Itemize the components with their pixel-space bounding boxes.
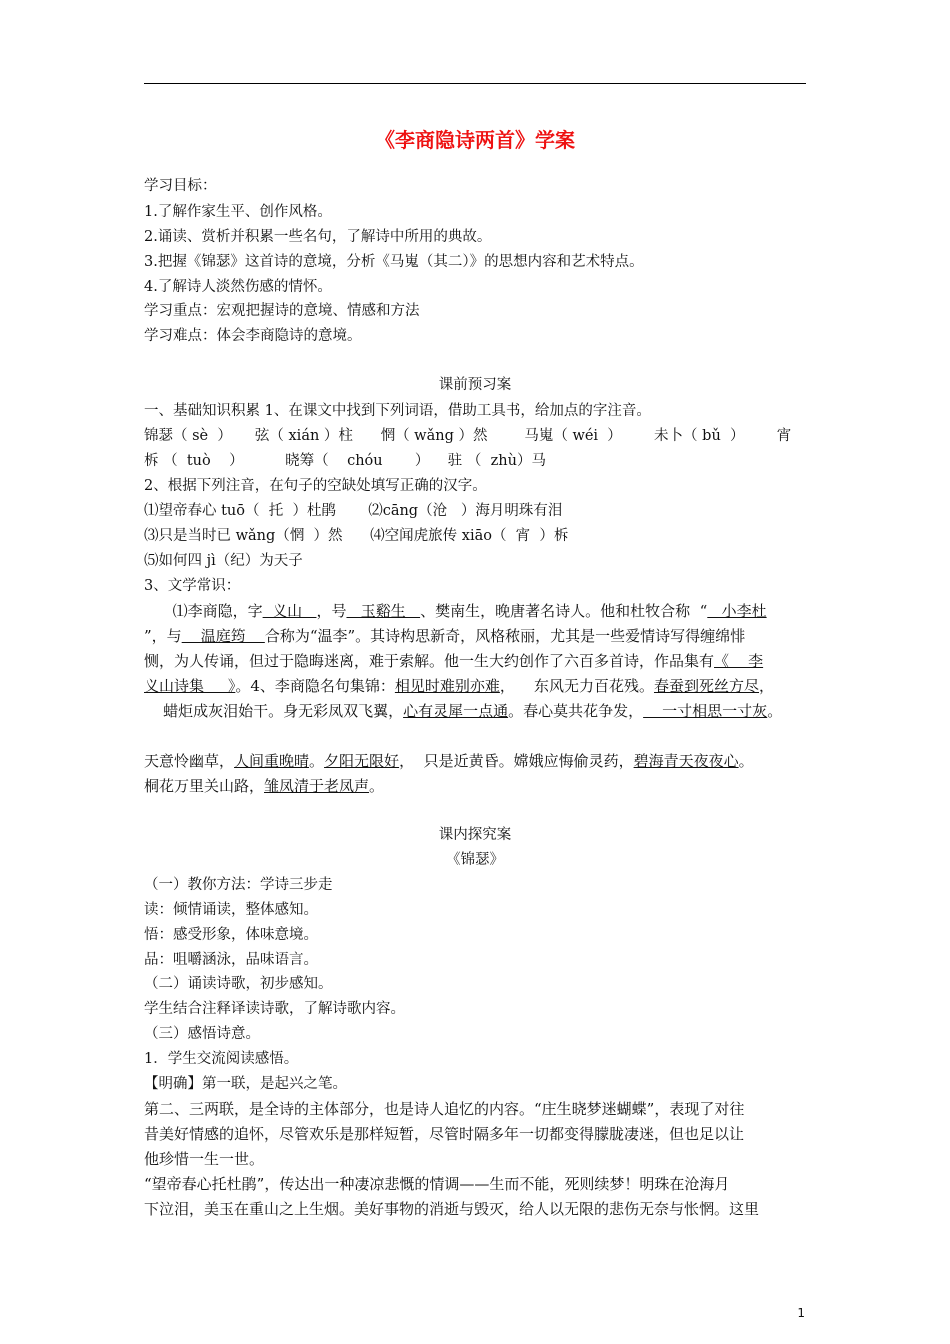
text-span: ，	[759, 677, 775, 695]
text-span: 。	[767, 702, 783, 720]
fill-line: ⑶只是当时已 wǎng（惘 ）然 ⑷空闻虎旅传 xiāo（ 宵 ）柝	[144, 528, 569, 544]
answer-collection: 《 李	[714, 652, 764, 670]
lit-paragraph-line	[144, 676, 774, 696]
inquiry-line: 1．学生交流阅读感悟。	[144, 1051, 299, 1067]
goal-item: 4.了解诗人淡然伤感的情怀。	[144, 279, 332, 295]
goal-item: 2.诵读、赏析并积累一些名句，了解诗中所用的典故。	[144, 229, 492, 245]
goals-heading: 学习目标：	[144, 178, 217, 194]
lit-paragraph-line	[144, 651, 763, 671]
lit-paragraph-line	[144, 751, 754, 771]
fill-line: ⑸如何四 jì（纪）为天子	[144, 553, 303, 569]
difficulty-point: 学习难点：体会李商隐诗的意境。	[144, 328, 362, 344]
text-span: 天意怜幽草，	[144, 752, 235, 770]
goal-item: 3.把握《锦瑟》这首诗的意境，分析《马嵬（其二）》的思想内容和艺术特点。	[144, 254, 644, 270]
inquiry-heading: 课内探究案	[438, 827, 512, 843]
answer-quote: 春蚕到死丝方尽	[653, 677, 759, 695]
text-span: 。	[738, 752, 754, 770]
inquiry-line: （三）感悟诗意。	[144, 1026, 260, 1042]
answer-quote: 夕阳无限好	[324, 752, 400, 770]
inquiry-line: 品：咀嚼涵泳，品味语言。	[144, 952, 318, 968]
text-span: ，号	[316, 602, 347, 620]
text-span: ”，与	[144, 627, 182, 645]
preview-q2: 2、根据下列注音，在句子的空缺处填写正确的汉字。	[144, 478, 487, 494]
page-number: 1	[797, 1306, 805, 1320]
text-span: 蜡炬成灰泪始干。身无彩凤双飞翼，	[144, 702, 404, 720]
answer-quote: 相见时难别亦难	[394, 677, 500, 695]
text-span: ， 只是近黄昏。嫦娥应悔偷灵药，	[399, 752, 634, 770]
text-span: 。	[369, 777, 385, 795]
inquiry-line: （二）诵读诗歌，初步感知。	[144, 976, 333, 992]
inquiry-line: （一）教你方法：学诗三步走	[144, 877, 333, 893]
inquiry-line: 读：倾情诵读，整体感知。	[144, 902, 318, 918]
lit-paragraph-line	[144, 701, 782, 721]
text-span: ， 东风无力百花残。	[499, 677, 654, 695]
inquiry-line: 学生结合注释译读诗歌，了解诗歌内容。	[144, 1001, 405, 1017]
answer-collection: 义山诗集 》	[144, 677, 236, 695]
goal-item: 1.了解作家生平、创作风格。	[144, 204, 332, 220]
text-span: 桐花万里关山路，	[144, 777, 265, 795]
lit-paragraph-line	[144, 601, 767, 621]
answer-quote: 雏凤清于老凤声	[264, 777, 370, 795]
text-span: 、樊南生，晚唐著名诗人。他和杜牧合称 “	[420, 602, 708, 620]
preview-heading: 课前预习案	[438, 377, 512, 393]
inquiry-line: 第二、三两联，是全诗的主体部分，也是诗人追忆的内容。“庄生晓梦迷蝴蝶”，表现了对往	[144, 1100, 745, 1118]
inquiry-line: “望帝春心托杜鹃”，传达出一种凄凉悲慨的情调——生而不能，死则续梦！明珠在沧海月	[144, 1175, 730, 1193]
pinyin-line: 柝 （ tuò ） 晓筹（ chóu ） 驻 （ zhù）马	[144, 453, 546, 469]
text-span: 。	[309, 752, 325, 770]
inquiry-line: 他珍惜一生一世。	[144, 1150, 265, 1168]
preview-q1: 一、基础知识积累 1、在课文中找到下列词语，借助工具书，给加点的字注音。	[144, 403, 651, 419]
inquiry-line: 悟：感受形象，体味意境。	[144, 927, 318, 943]
text-span: 。4、李商隐名句集锦：	[235, 677, 395, 695]
inquiry-line: 昔美好情感的追怀，尽管欢乐是那样短暂，尽管时隔多年一切都变得朦胧凄迷，但也足以让	[144, 1125, 745, 1143]
text-span: 恻，为人传诵，但过于隐晦迷离，难于索解。他一生大约创作了六百多首诗，作品集有	[144, 652, 715, 670]
lit-paragraph-line	[144, 776, 384, 796]
key-point: 学习重点：宏观把握诗的意境、情感和方法	[144, 303, 420, 319]
lit-paragraph-line	[144, 626, 745, 646]
answer-hao: 玉谿生	[346, 602, 421, 620]
inquiry-line: 下泣泪，美玉在重山之上生烟。美好事物的消逝与毁灭，给人以无限的悲伤无奈与怅惘。这里	[144, 1200, 760, 1218]
answer-zi: 义山	[262, 602, 317, 620]
fill-line: ⑴望帝春心 tuō（ 托 ）杜鹃 ⑵cāng（沧 ）海月明珠有泪	[144, 503, 563, 519]
text-span: 。春心莫共花争发，	[508, 702, 644, 720]
preview-q3: 3、文学常识：	[144, 578, 241, 594]
text-span: ⑴李商隐，字	[144, 602, 263, 620]
answer-xiaolidu: 小李杜	[707, 602, 767, 620]
answer-quote: 碧海青天夜夜心	[633, 752, 739, 770]
text-span: 合称为“温李”。其诗构思新奇，风格秾丽，尤其是一些爱情诗写得缠绵悱	[264, 627, 746, 645]
inquiry-line: 【明确】第一联，是起兴之笔。	[144, 1076, 347, 1092]
answer-wen: 温庭筠	[181, 627, 265, 645]
answer-quote: 一寸相思一寸灰	[643, 702, 768, 720]
answer-quote: 心有灵犀一点通	[403, 702, 509, 720]
header-rule	[144, 83, 806, 84]
page-title: 《李商隐诗两首》学案	[375, 128, 575, 152]
poem-title: 《锦瑟》	[446, 852, 504, 868]
pinyin-line: 锦瑟（ sè ） 弦（ xián ）柱 惘（ wǎng ）然 马嵬（ wéi ） 未卜（ bǔ ） 宵	[144, 428, 792, 444]
answer-quote: 人间重晚晴	[234, 752, 310, 770]
